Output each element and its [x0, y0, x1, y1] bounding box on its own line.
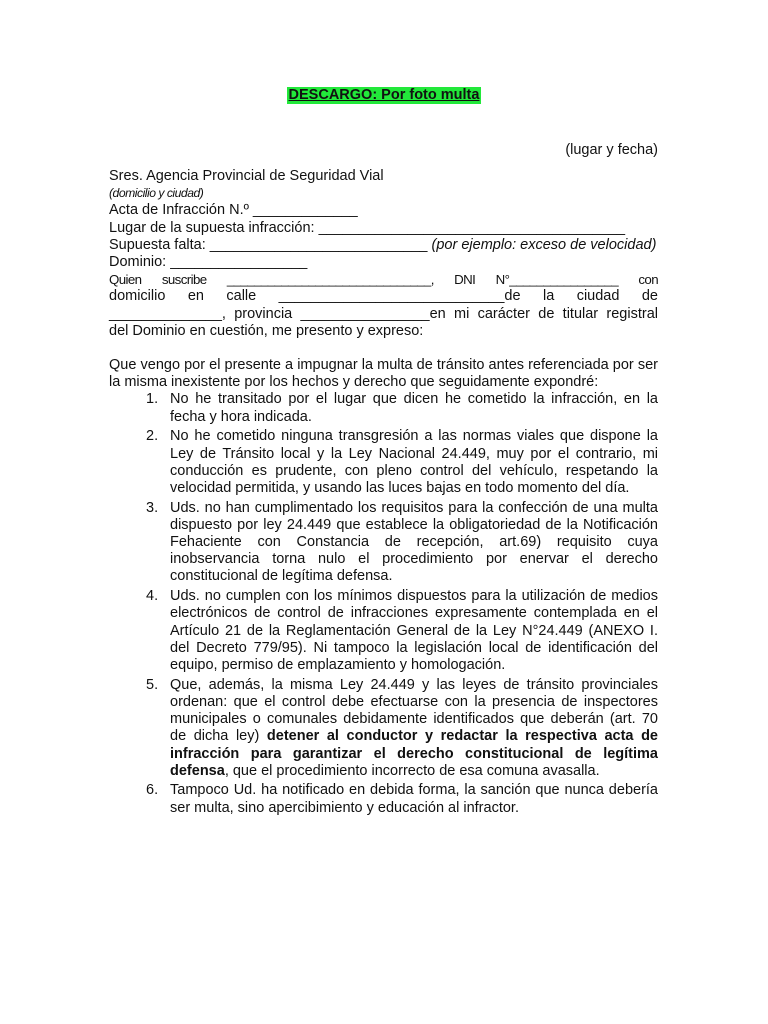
- list-item-text: [170, 677, 658, 779]
- document-body: [109, 168, 658, 819]
- numbered-list: [109, 391, 658, 816]
- list-item-text: Uds. no cumplen con los mínimos dispuestos para la utilización de medios electrónicos de control de infracciones expresamente contemplada en el Artículo 21 de la Reglamentación General de la Ley N°24.449 (ANEXO I. del Decreto 779/95). Ni tampoco la legislación local de identificación del equipo, permiso de emplazamiento y homologación.: [170, 588, 658, 673]
- document-title: DESCARGO: Por foto multa: [288, 87, 480, 103]
- list-item: [109, 588, 658, 674]
- falta-field: [109, 237, 658, 254]
- list-item: [109, 391, 658, 425]
- signer-line-3: ______________, provincia ________________en mi carácter de titular registral: [109, 305, 658, 322]
- list-number: 2.: [146, 428, 159, 445]
- list-number: 5.: [146, 676, 159, 693]
- falta-label: Supuesta falta: ___________________________: [109, 236, 428, 253]
- signer-line-4: del Dominio en cuestión, me presento y expreso:: [109, 322, 424, 339]
- list-item-text: Tampoco Ud. ha notificado en debida forma, la sanción que nunca debería ser multa, sino apercibimiento y educación al infractor.: [170, 782, 658, 816]
- intro-paragraph: Que vengo por el presente a impugnar la multa de tránsito antes referenciada por ser la misma inexistente por los hechos y derecho que seguidamente expondré:: [109, 357, 658, 391]
- list-item-text: No he transitado por el lugar que dicen he cometido la infracción, en la fecha y hora indicada.: [170, 391, 658, 425]
- list-item-text-a: Que, además, la misma Ley 24.449 y las leyes de tránsito provinciales ordenan: que el control debe efectuarse con la presencia de inspectores municipales o comunales debidamente identificados que deberán (art. 70 de dicha ley): [170, 676, 658, 745]
- date-placeholder: (lugar y fecha): [565, 142, 658, 158]
- list-item-text: No he cometido ninguna transgresión a las normas viales que dispone la Ley de Tránsito local y la Ley Nacional 24.449, muy por el contrario, mi conducción es prudente, con pleno control del vehículo, respetando la velocidad permitida, y usando las luces bajas en todo momento del día.: [170, 428, 658, 496]
- list-number: 4.: [146, 588, 159, 605]
- title-container: [0, 86, 768, 104]
- list-item: [109, 677, 658, 780]
- paragraph-gap: [109, 340, 658, 357]
- list-item-text-b: , que el procedimiento incorrecto de esa comuna avasalla.: [224, 762, 600, 779]
- list-item: [109, 782, 658, 816]
- signer-line-1: Quien suscribe ______________________________, DNI N°________________ con: [109, 272, 658, 288]
- list-number: 3.: [146, 499, 159, 516]
- list-item-text: Uds. no han cumplimentado los requisitos para la confección de una multa dispuesto por ley 24.449 que establece la obligatoriedad de la Notificación Fehaciente con Constancia de recepción, art.69) requisito cuya inobservancia torna nulo el procedimiento por enervar el derecho constitucional de legítima defensa.: [170, 499, 658, 585]
- signer-line-2: domicilio en calle ____________________________de la ciudad de: [109, 288, 658, 305]
- list-item: [109, 428, 658, 497]
- dominio-field: Dominio: _________________: [109, 254, 308, 271]
- acta-field: Acta de Infracción N.º _____________: [109, 202, 358, 219]
- list-item: [109, 500, 658, 586]
- addressee-name: Sres. Agencia Provincial de Seguridad Vial: [109, 168, 384, 184]
- list-item-text-bold: detener al conductor y redactar la respectiva acta de infracción para garantizar el derecho constitucional de legítima defensa: [170, 728, 658, 779]
- lugar-field: Lugar de la supuesta infracción: ______________________________________: [109, 219, 626, 236]
- list-number: 1.: [146, 391, 159, 408]
- falta-example: (por ejemplo: exceso de velocidad): [431, 236, 657, 253]
- list-number: 6.: [146, 782, 159, 799]
- addressee-address-hint: (domicilio y ciudad): [109, 186, 204, 201]
